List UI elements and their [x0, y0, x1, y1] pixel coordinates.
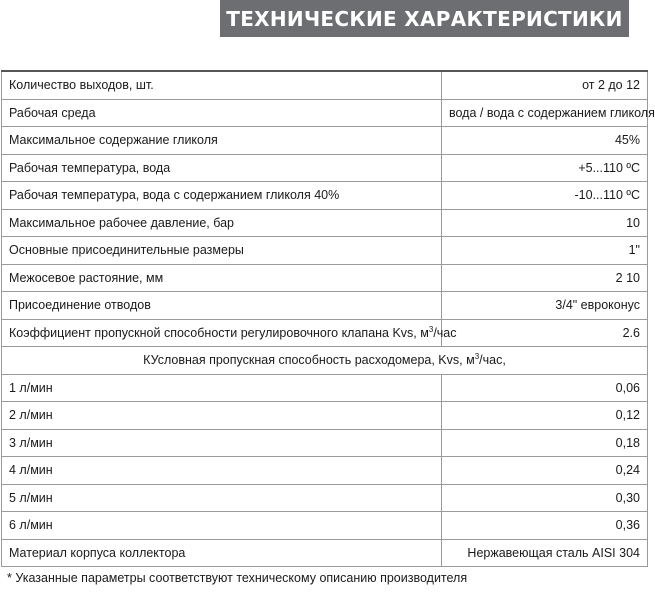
kvs-value: 0,24 [442, 457, 648, 485]
kvs-value: 0,06 [442, 374, 648, 402]
table-row [2, 512, 648, 540]
table-row [2, 71, 648, 99]
param-name: Материал корпуса коллектора [2, 539, 442, 567]
subheader-prefix: КУсловная пропускная способность расходомера, Kvs, м [143, 353, 475, 368]
table-row [2, 457, 648, 485]
table-row [2, 99, 648, 127]
table-row [2, 127, 648, 155]
param-value: -10...110 ºC [442, 182, 648, 210]
flowmeter-subheader [2, 347, 648, 375]
param-name: Максимальное рабочее давление, бар [2, 209, 442, 237]
kvs-value: 0,30 [442, 484, 648, 512]
param-value: 2 10 [442, 264, 648, 292]
table-row [2, 292, 648, 320]
param-name: Присоединение отводов [2, 292, 442, 320]
param-name: Рабочая температура, вода с содержанием гликоля 40% [2, 182, 442, 210]
param-value: 3/4" евроконус [442, 292, 648, 320]
param-value: 45% [442, 127, 648, 155]
param-name: Межосевое растояние, мм [2, 264, 442, 292]
section-title-banner: ТЕХНИЧЕСКИЕ ХАРАКТЕРИСТИКИ [220, 0, 629, 37]
table-row [2, 319, 648, 347]
subheader-suffix: /час, [479, 353, 506, 368]
param-value: 1" [442, 237, 648, 265]
table-row [2, 237, 648, 265]
superscript: 3 [474, 352, 480, 362]
footnote: * Указанные параметры соответствуют техническому описанию производителя [7, 571, 468, 585]
table-row [2, 182, 648, 210]
param-name: Максимальное содержание гликоля [2, 127, 442, 155]
kvs-value: 0,12 [442, 402, 648, 430]
param-name [2, 319, 457, 347]
kvs-value: 0,36 [442, 512, 648, 540]
kvs-value: 0,18 [442, 429, 648, 457]
flow-rate: 5 л/мин [2, 484, 442, 512]
param-value: 2.6 [442, 319, 648, 347]
table-row [2, 402, 648, 430]
flow-rate: 2 л/мин [2, 402, 442, 430]
flow-rate: 6 л/мин [2, 512, 442, 540]
param-value: Нержавеющая сталь AISI 304 [442, 539, 648, 567]
table-row [2, 264, 648, 292]
table-subheader-row [2, 347, 648, 375]
param-name-suffix: /час [433, 325, 457, 340]
specs-table [1, 70, 655, 567]
flow-rate: 3 л/мин [2, 429, 442, 457]
table-row [2, 209, 648, 237]
table-row [2, 429, 648, 457]
param-name-prefix: Коэффициент пропускной способности регулировочного клапана Kvs, м [9, 325, 429, 340]
param-name: Основные присоединительные размеры [2, 237, 442, 265]
param-name: Рабочая температура, вода [2, 154, 442, 182]
param-value: вода / вода с содержанием гликоля [442, 99, 648, 127]
param-name: Рабочая среда [2, 99, 442, 127]
flow-rate: 4 л/мин [2, 457, 442, 485]
table-row [2, 374, 648, 402]
table-row [2, 484, 648, 512]
param-name: Количество выходов, шт. [2, 71, 442, 99]
table-row [2, 539, 648, 567]
param-value: +5...110 ºC [442, 154, 648, 182]
param-value: от 2 до 12 [442, 71, 648, 99]
param-value: 10 [442, 209, 648, 237]
table-row [2, 154, 648, 182]
flow-rate: 1 л/мин [2, 374, 442, 402]
superscript: 3 [428, 324, 434, 334]
